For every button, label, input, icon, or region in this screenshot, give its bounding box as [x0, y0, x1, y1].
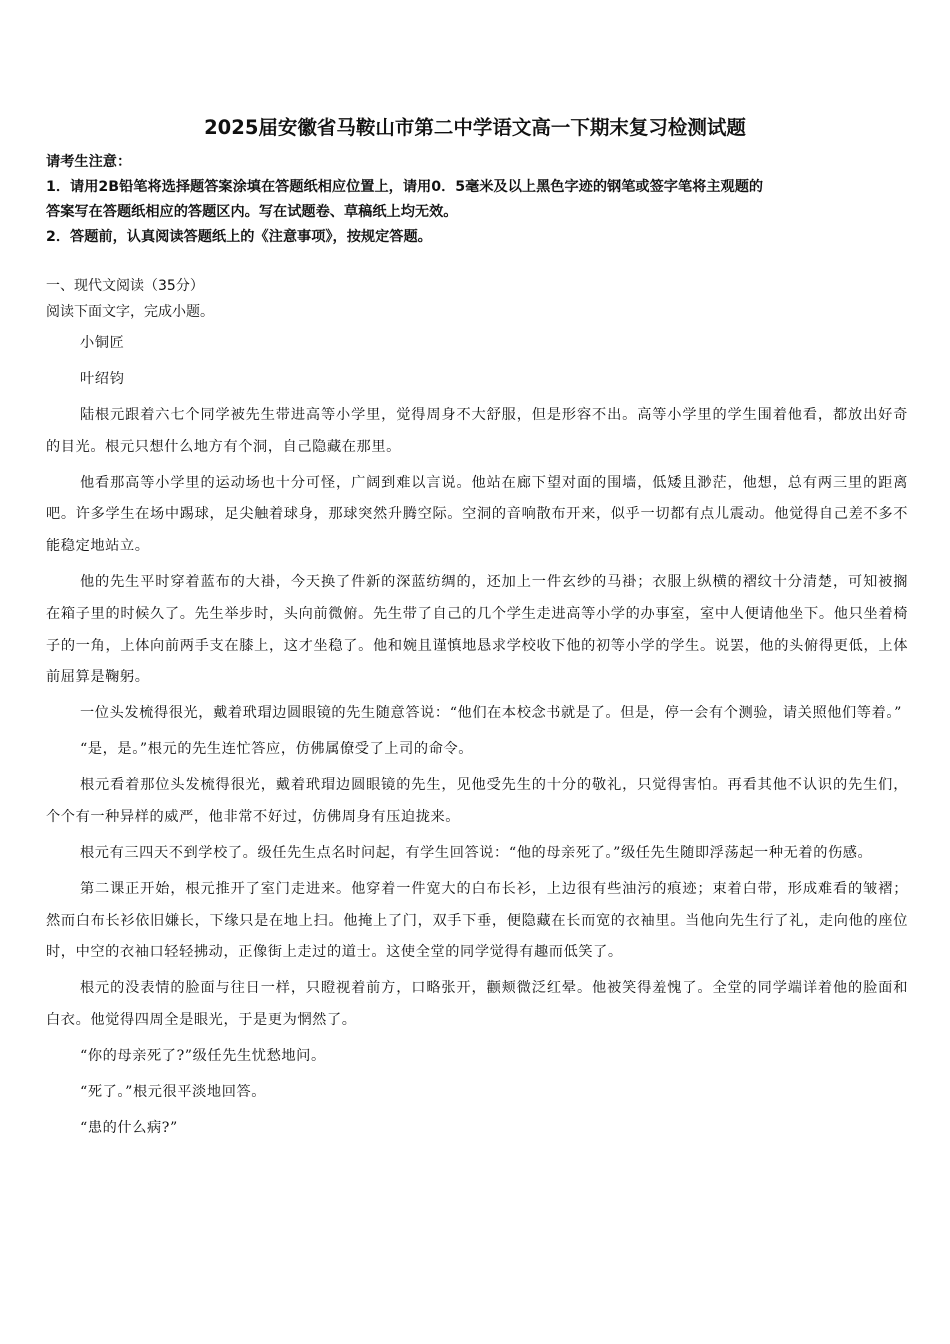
passage-paragraph: “你的母亲死了?”级任先生忧愁地问。	[80, 1048, 326, 1065]
exam-title: 2025届安徽省马鞍山市第二中学语文高一下期末复习检测试题	[204, 116, 746, 139]
passage-title: 小铜匠	[80, 335, 125, 351]
notice-item: 1．请用2B铅笔将选择题答案涂填在答题纸相应位置上，请用0．5毫米及以上黑色字迹的钢笔或签字笔将主观题的	[46, 179, 764, 195]
passage-paragraph: 根元有三四天不到学校了。级任先生点名时问起，有学生回答说：“他的母亲死了。”级任先生随即浮荡起一种无着的伤感。	[80, 844, 873, 861]
passage-paragraph: 他的先生平时穿着蓝布的大褂，今天换了件新的深蓝纺绸的，还加上一件玄纱的马褂；衣服上纵横的褶纹十分清楚，可知被搁在箱子里的时候久了。先生举步时，头向前微俯。先生带了自己的几个学生走进高等小学的办事室，室中人便请他坐下。他只坐着椅子的一角，上体向前两手支在膝上，这才坐稳了。他和婉且谨慎地恳求学校收下他的初等小学的学生。说罢，他的头俯得更低，上体前屈算是鞠躬。	[46, 574, 908, 686]
notice-heading: 请考生注意：	[46, 154, 132, 170]
passage-paragraph: 第二课正开始，根元推开了室门走进来。他穿着一件宽大的白布长衫，上边很有些油污的痕迹；束着白带，形成难看的皱褶；然而白布长衫依旧嫌长，下缘只是在地上扫。他掩上了门，双手下垂，便隐藏在长而宽的衣袖里。当他向先生行了礼，走向他的座位时，中空的衣袖口轻轻拂动，正像街上走过的道士。这使全堂的同学觉得有趣而低笑了。	[46, 880, 908, 961]
passage-author: 叶绍钧	[80, 371, 125, 387]
candidate-notice	[46, 150, 916, 250]
passage-paragraph: 一位头发梳得很光，戴着玳瑁边圆眼镜的先生随意答说：“他们在本校念书就是了。但是，停一会有个测验，请关照他们等着。”	[80, 705, 902, 722]
passage-paragraph: “患的什么病?”	[80, 1120, 178, 1137]
passage-paragraph: “是，是。”根元的先生连忙答应，仿佛属僚受了上司的命令。	[80, 741, 474, 758]
passage-paragraph: “死了。”根元很平淡地回答。	[80, 1084, 267, 1101]
reading-section-header	[46, 273, 916, 325]
notice-item: 答案写在答题纸相应的答题区内。写在试题卷、草稿纸上均无效。	[46, 204, 458, 220]
notice-item: 2．答题前，认真阅读答题纸上的《注意事项》，按规定答题。	[46, 229, 432, 245]
passage-paragraph: 根元看着那位头发梳得很光，戴着玳瑁边圆眼镜的先生，见他受先生的十分的敬礼，只觉得害怕。再看其他不认识的先生们，个个有一种异样的威严，他非常不好过，仿佛周身有压迫拢来。	[46, 777, 908, 825]
section-heading: 一、现代文阅读（35分）	[46, 278, 204, 294]
reading-passage	[46, 328, 908, 1149]
passage-paragraph: 陆根元跟着六七个同学被先生带进高等小学里，觉得周身不大舒服，但是形容不出。高等小学里的学生围着他看，都放出好奇的目光。根元只想什么地方有个洞，自己隐藏在那里。	[46, 407, 908, 455]
passage-paragraph: 他看那高等小学里的运动场也十分可怪，广阔到难以言说。他站在廊下望对面的围墙，低矮且渺茫，他想，总有两三里的距离吧。许多学生在场中踢球，足尖触着球身，那球突然升腾空际。空洞的音响散布开来，似乎一切都有点儿震动。他觉得自己差不多不能稳定地站立。	[46, 474, 908, 555]
section-instruction: 阅读下面文字，完成小题。	[46, 304, 214, 320]
passage-paragraph: 根元的没表情的脸面与往日一样，只瞪视着前方，口略张开，颧颊微泛红晕。他被笑得羞愧了。全堂的同学端详着他的脸面和白衣。他觉得四周全是眼光，于是更为惘然了。	[46, 980, 908, 1029]
